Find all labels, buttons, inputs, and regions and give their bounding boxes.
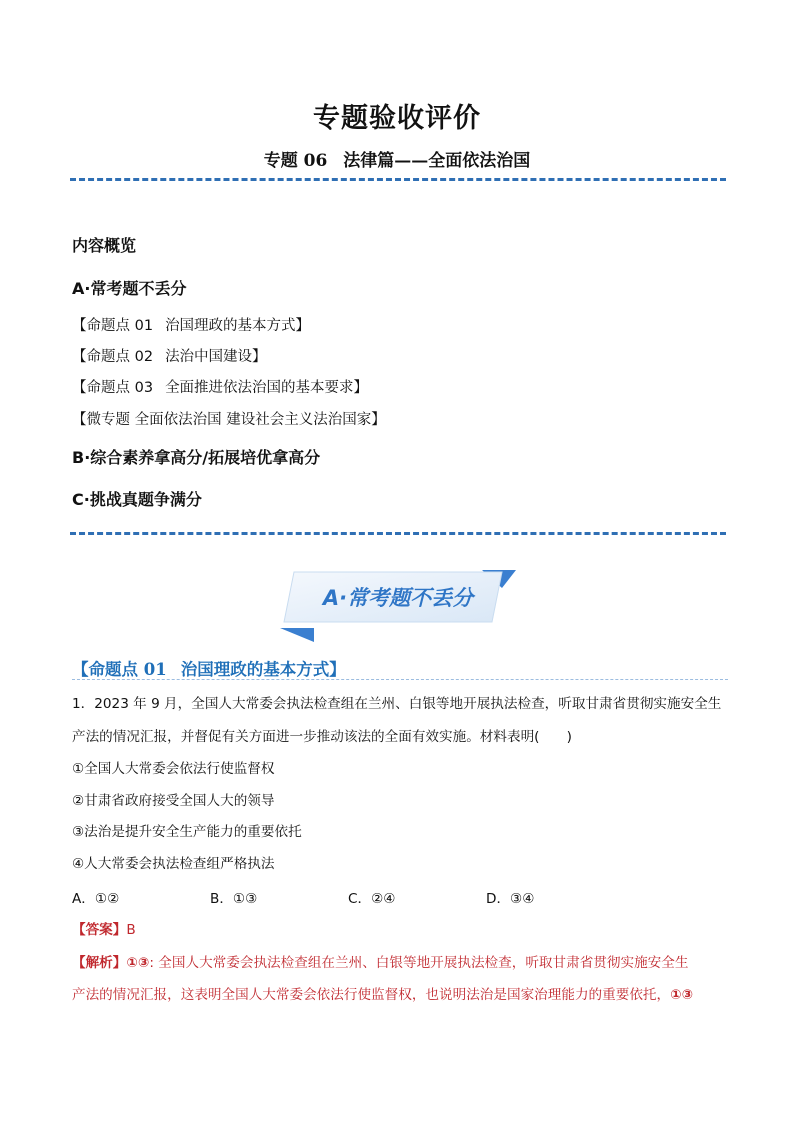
overview-divider <box>70 532 726 535</box>
option-b: B．①③ <box>210 891 258 907</box>
analysis-line1 <box>72 951 688 971</box>
overview-section-b: B·综合素养拿高分/拓展培优拿高分 <box>72 448 321 467</box>
toc-item-label: 【命题点 01 <box>72 318 154 334</box>
toc-item-title: 全面推进依法治国的基本要求】 <box>165 380 369 396</box>
statement-1: ①全国人大常委会依法行使监督权 <box>72 761 275 777</box>
option-d: D．③④ <box>486 891 535 907</box>
toc-item-point-02 <box>72 345 267 366</box>
toc-item-label: 【命题点 03 <box>72 380 154 396</box>
toc-item-title: 治国理政的基本方式】 <box>165 318 311 334</box>
toc-item-label: 【命题点 02 <box>72 349 154 365</box>
overview-heading: 内容概览 <box>72 236 137 255</box>
answer-tag: 【答案】 <box>72 922 127 938</box>
answer-line <box>72 918 136 938</box>
answer-value: B <box>126 922 136 938</box>
analysis-line2 <box>72 983 693 1003</box>
toc-item-point-01 <box>72 314 310 335</box>
analysis-marker-end: ①③ <box>670 987 694 1003</box>
page-title: 专题验收评价 <box>313 103 481 134</box>
toc-item-micro-topic <box>72 408 386 429</box>
header-divider <box>70 178 726 181</box>
analysis-tag: 【解析】 <box>72 955 127 971</box>
banner-label: A·常考题不丢分 <box>322 586 474 610</box>
statement-2: ②甘肃省政府接受全国人大的领导 <box>72 793 275 809</box>
analysis-text-2: 产法的情况汇报，这表明全国人大常委会依法行使监督权，也说明法治是国家治理能力的重要依托， <box>72 987 671 1003</box>
toc-item-title: 法治中国建设】 <box>165 349 267 365</box>
point-underline <box>72 679 728 680</box>
statement-4: ④人大常委会执法检查组严格执法 <box>72 856 275 872</box>
subtitle-topic-name: 法律篇——全面依法治国 <box>343 151 531 171</box>
point-title: 治国理政的基本方式】 <box>180 660 346 679</box>
question-stem-line1: 1．2023 年 9 月，全国人大常委会执法检查组在兰州、白银等地开展执法检查，听取甘肃省贯彻实施安全生 <box>72 696 722 712</box>
toc-item-label: 【微专题 全面依法治国 建设社会主义法治国家】 <box>72 412 386 428</box>
toc-item-point-03 <box>72 376 368 397</box>
page-subtitle <box>0 146 794 171</box>
question-stem-line2: 产法的情况汇报，并督促有关方面进一步推动该法的全面有效实施。材料表明( ) <box>72 729 572 745</box>
overview-section-a: A·常考题不丢分 <box>72 279 187 298</box>
point-heading <box>72 656 346 680</box>
subtitle-topic-number: 专题 06 <box>263 151 328 171</box>
analysis-text-1: : 全国人大常委会执法检查组在兰州、白银等地开展执法检查，听取甘肃省贯彻实施安全生 <box>149 955 689 971</box>
overview-section-c: C·挑战真题争满分 <box>72 490 202 509</box>
option-c: C．②④ <box>348 891 396 907</box>
statement-3: ③法治是提升安全生产能力的重要依托 <box>72 824 302 840</box>
analysis-marker: ①③ <box>126 955 150 971</box>
section-banner <box>280 570 516 642</box>
option-a: A．①② <box>72 891 120 907</box>
point-number: 【命题点 01 <box>72 660 167 679</box>
